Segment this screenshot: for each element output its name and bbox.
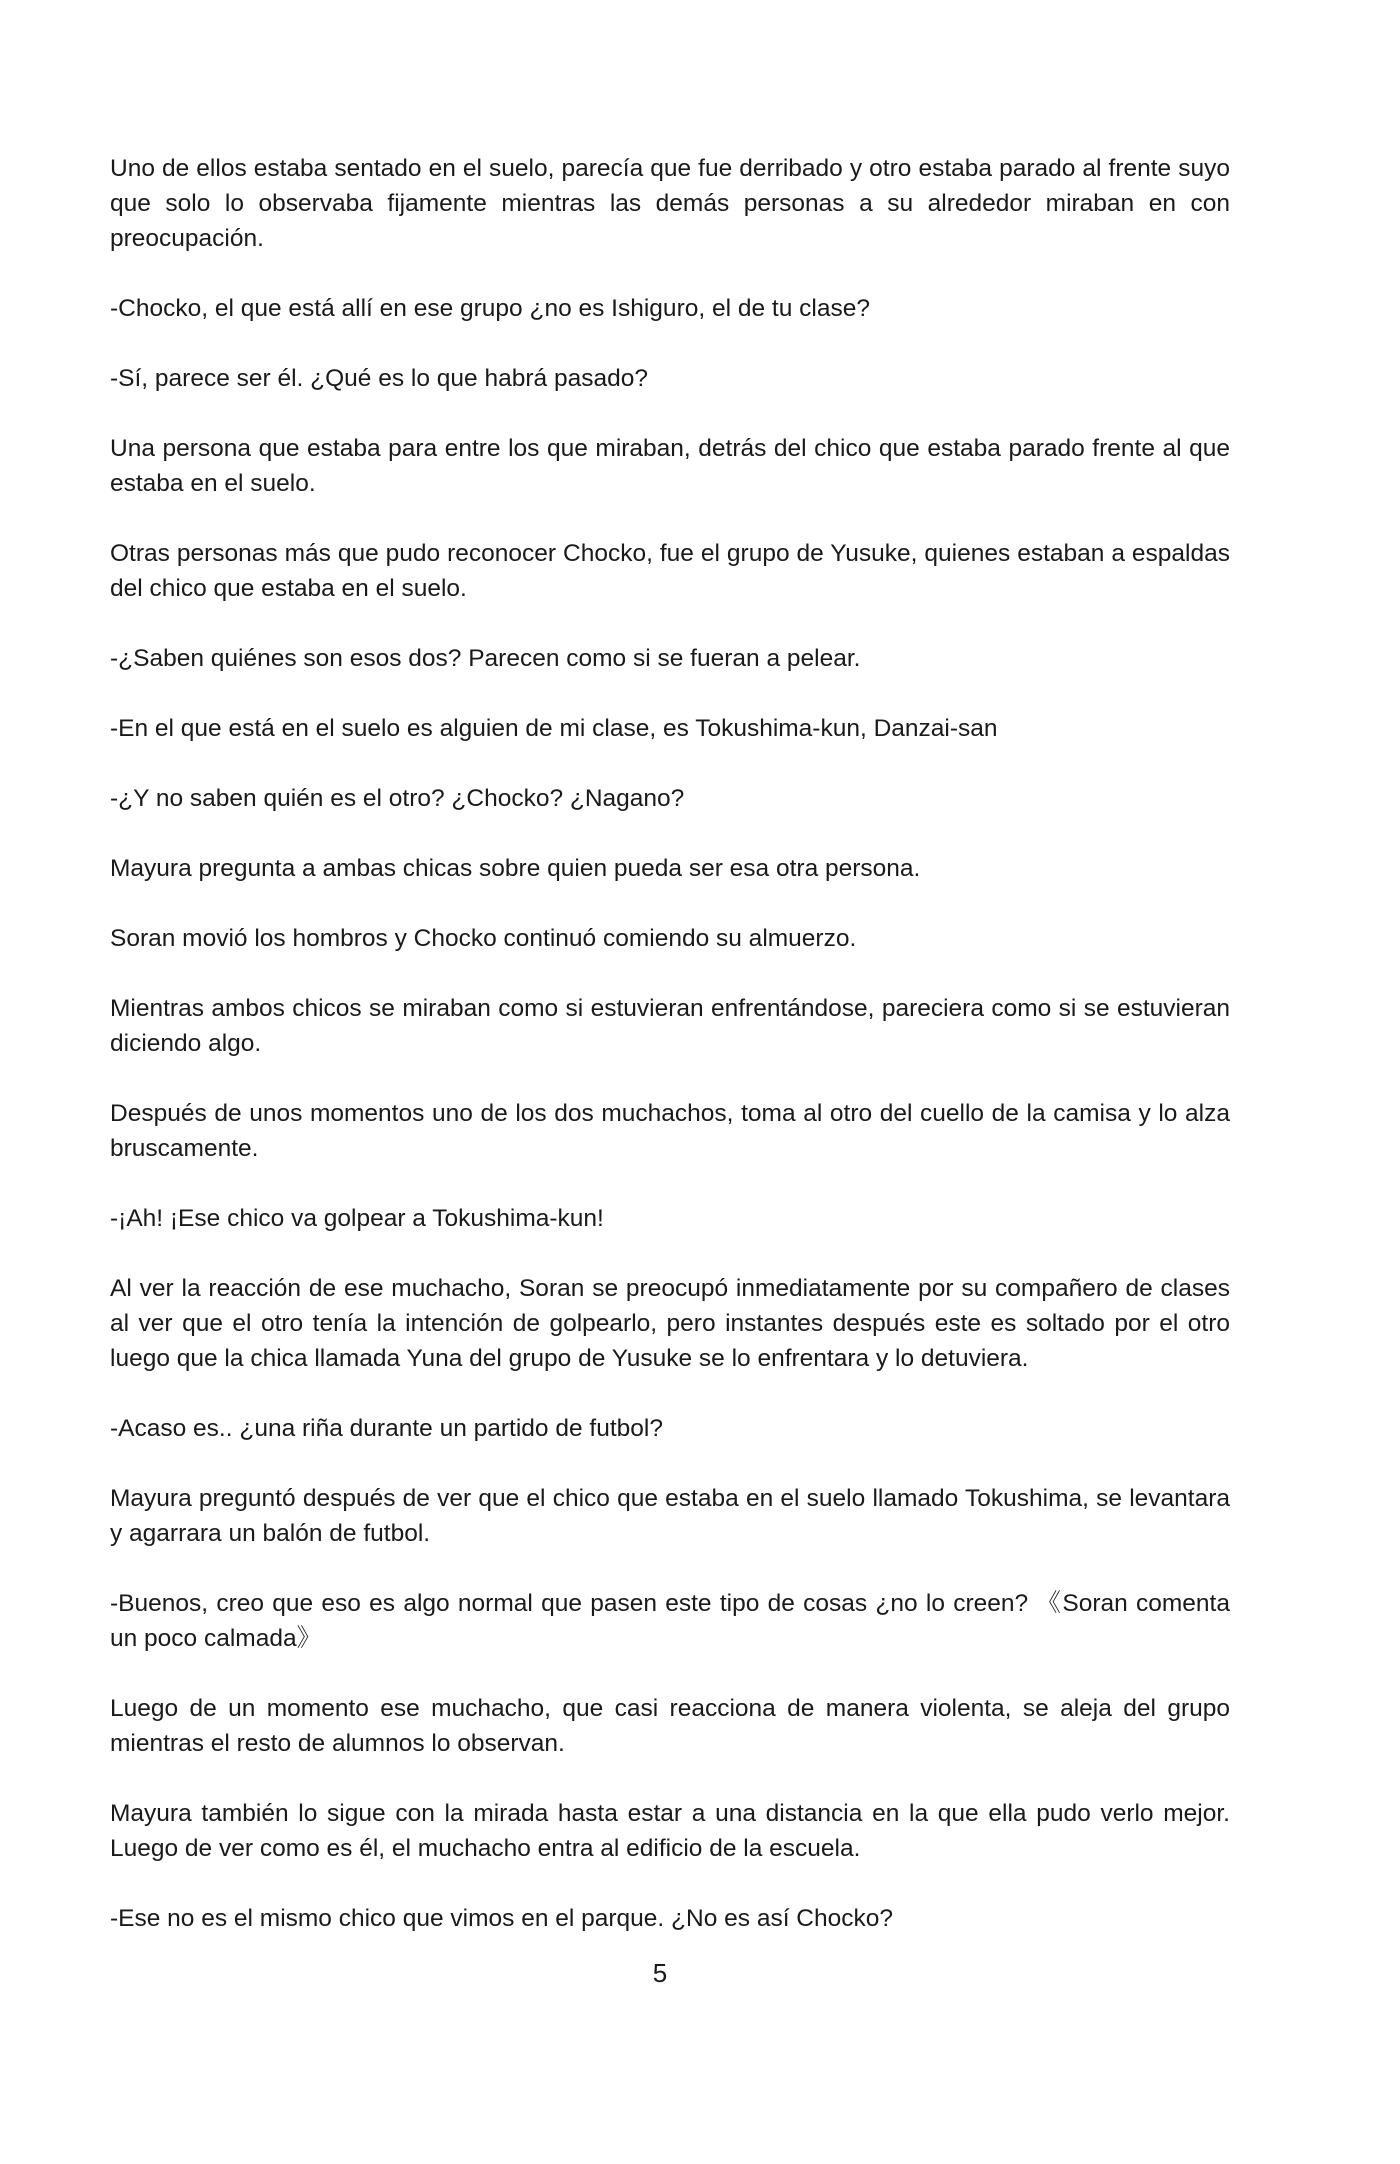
paragraph: Mientras ambos chicos se miraban como si estuvieran enfrentándose, pareciera como si se estuvieran diciendo algo.	[110, 995, 1230, 1057]
paragraph: -En el que está en el suelo es alguien de mi clase, es Tokushima-kun, Danzai-san	[110, 715, 998, 742]
paragraph: Uno de ellos estaba sentado en el suelo, parecía que fue derribado y otro estaba parado al frente suyo que solo lo observaba fijamente mientras las demás personas a su alrededor miraban en con preocupación.	[110, 155, 1230, 252]
paragraph: -Chocko, el que está allí en ese grupo ¿no es Ishiguro, el de tu clase?	[110, 295, 870, 322]
body-text	[110, 151, 1230, 1971]
paragraph: Soran movió los hombros y Chocko continuó comiendo su almuerzo.	[110, 925, 857, 952]
page-number: 5	[652, 1958, 668, 1988]
paragraph: -¡Ah! ¡Ese chico va golpear a Tokushima-kun!	[110, 1205, 604, 1232]
paragraph: Al ver la reacción de ese muchacho, Soran se preocupó inmediatamente por su compañero de clases al ver que el otro tenía la intención de golpearlo, pero instantes después este es soltado por el otro luego que la chica llamada Yuna del grupo de Yusuke se lo enfrentara y lo detuviera.	[110, 1275, 1230, 1372]
paragraph: -Ese no es el mismo chico que vimos en el parque. ¿No es así Chocko?	[110, 1905, 894, 1932]
paragraph: Mayura pregunta a ambas chicas sobre quien pueda ser esa otra persona.	[110, 855, 921, 882]
paragraph: Luego de un momento ese muchacho, que casi reacciona de manera violenta, se aleja del grupo mientras el resto de alumnos lo observan.	[110, 1695, 1230, 1757]
paragraph: Mayura preguntó después de ver que el chico que estaba en el suelo llamado Tokushima, se levantara y agarrara un balón de futbol.	[110, 1485, 1230, 1547]
paragraph: -Buenos, creo que eso es algo normal que pasen este tipo de cosas ¿no lo creen? 《Soran comenta un poco calmada》	[110, 1590, 1230, 1652]
paragraph: -Acaso es.. ¿una riña durante un partido de futbol?	[110, 1415, 663, 1442]
paragraph: Otras personas más que pudo reconocer Chocko, fue el grupo de Yusuke, quienes estaban a espaldas del chico que estaba en el suelo.	[110, 540, 1230, 602]
paragraph: Después de unos momentos uno de los dos muchachos, toma al otro del cuello de la camisa y lo alza bruscamente.	[110, 1100, 1230, 1162]
paragraph: Mayura también lo sigue con la mirada hasta estar a una distancia en la que ella pudo verlo mejor. Luego de ver como es él, el muchacho entra al edificio de la escuela.	[110, 1800, 1230, 1862]
paragraph: -Sí, parece ser él. ¿Qué es lo que habrá pasado?	[110, 365, 648, 392]
paragraph: Una persona que estaba para entre los que miraban, detrás del chico que estaba parado frente al que estaba en el suelo.	[110, 435, 1230, 497]
paragraph: -¿Y no saben quién es el otro? ¿Chocko? ¿Nagano?	[110, 785, 685, 812]
paragraph: -¿Saben quiénes son esos dos? Parecen como si se fueran a pelear.	[110, 645, 861, 672]
